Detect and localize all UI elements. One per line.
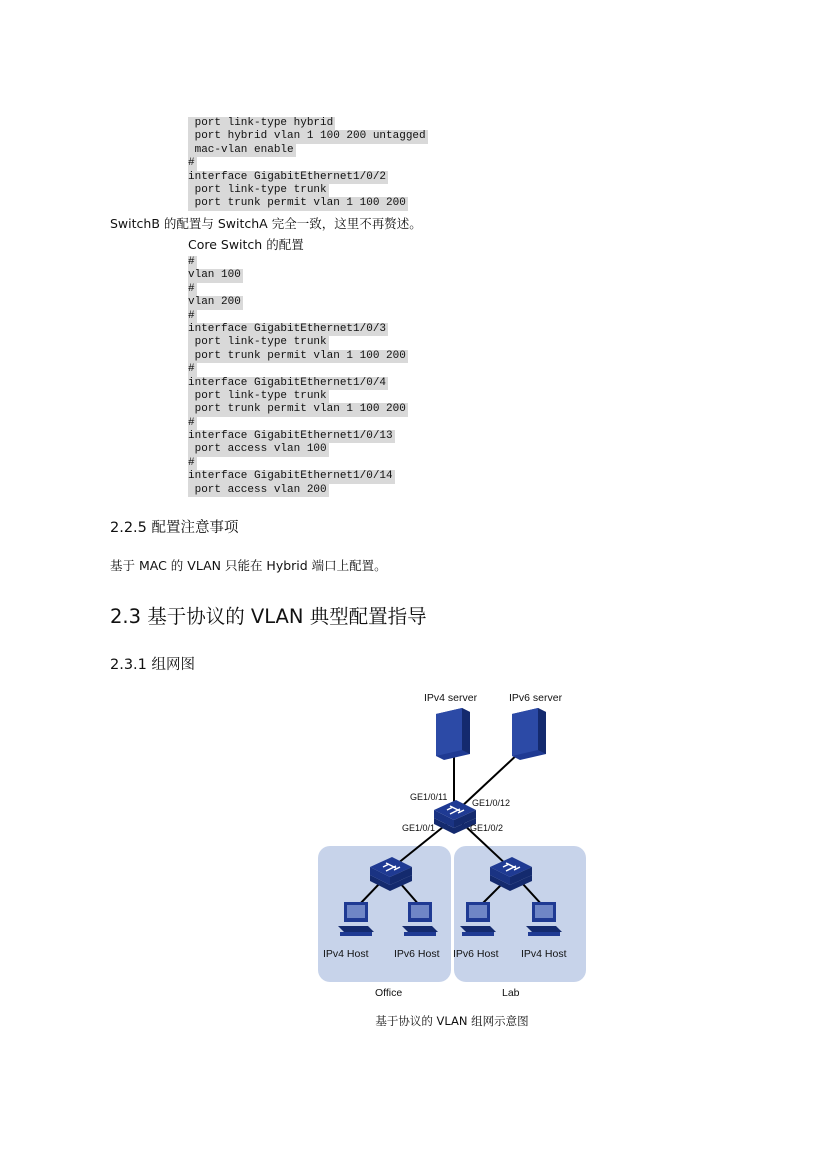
port-label-ge2: GE1/0/2 (470, 823, 504, 833)
code-line: # (188, 456, 195, 469)
code-line: # (188, 309, 195, 322)
code-line: interface GigabitEthernet1/0/13 (188, 430, 393, 443)
switchb-note: SwitchB 的配置与 SwitchA 完全一致，这里不再赘述。 (110, 216, 422, 231)
code-line: vlan 100 (188, 269, 241, 282)
code-line: port link-type trunk (188, 183, 327, 196)
lab-host2-label: IPv4 Host (521, 948, 567, 960)
section-2-3-title: 2.3 基于协议的 VLAN 典型配置指导 (110, 605, 427, 628)
port-label-ge11: GE1/0/11 (410, 792, 448, 802)
ipv6-server-icon (512, 708, 546, 760)
code-line: port trunk permit vlan 1 100 200 (188, 197, 406, 210)
code-line: port access vlan 100 (188, 443, 327, 456)
section-2-3-1-title: 2.3.1 组网图 (110, 657, 196, 673)
code-line: # (188, 416, 195, 429)
ipv6-server-label: IPv6 server (509, 692, 563, 704)
ipv4-server-icon (436, 708, 470, 760)
port-label-ge12: GE1/0/12 (472, 798, 511, 808)
code-line: vlan 200 (188, 296, 241, 309)
ipv4-server-label: IPv4 server (424, 692, 478, 704)
code-line: port access vlan 200 (188, 483, 327, 496)
network-diagram (300, 680, 600, 1005)
section-2-2-5-title: 2.2.5 配置注意事项 (110, 520, 239, 536)
code-line: port link-type trunk (188, 336, 327, 349)
code-line: interface GigabitEthernet1/0/3 (188, 322, 387, 335)
core-switch-heading: Core Switch 的配置 (188, 237, 304, 252)
code-line: interface GigabitEthernet1/0/2 (188, 170, 387, 183)
code-line: interface GigabitEthernet1/0/14 (188, 470, 393, 483)
code-line: # (188, 157, 195, 170)
office-host2-label: IPv6 Host (394, 948, 440, 960)
office-host1-label: IPv4 Host (323, 948, 369, 960)
code-block-core-switch (188, 256, 408, 497)
section-2-2-5-text: 基于 MAC 的 VLAN 只能在 Hybrid 端口上配置。 (110, 558, 387, 573)
code-line: port trunk permit vlan 1 100 200 (188, 349, 406, 362)
code-line: port hybrid vlan 1 100 200 untagged (188, 130, 426, 143)
code-line: port link-type hybrid (188, 117, 334, 129)
code-line: interface GigabitEthernet1/0/4 (188, 376, 387, 389)
code-line: port trunk permit vlan 1 100 200 (188, 403, 406, 416)
code-block-switcha (188, 117, 428, 211)
lab-zone-label: Lab (502, 987, 520, 999)
office-zone-label: Office (375, 987, 403, 999)
diagram-caption: 基于协议的 VLAN 组网示意图 (375, 1014, 529, 1028)
code-line: mac-vlan enable (188, 143, 294, 156)
code-line: # (188, 256, 195, 268)
code-line: # (188, 363, 195, 376)
port-label-ge1: GE1/0/1 (402, 823, 436, 833)
lab-host1-label: IPv6 Host (453, 948, 499, 960)
code-line: port link-type trunk (188, 389, 327, 402)
code-line: # (188, 282, 195, 295)
